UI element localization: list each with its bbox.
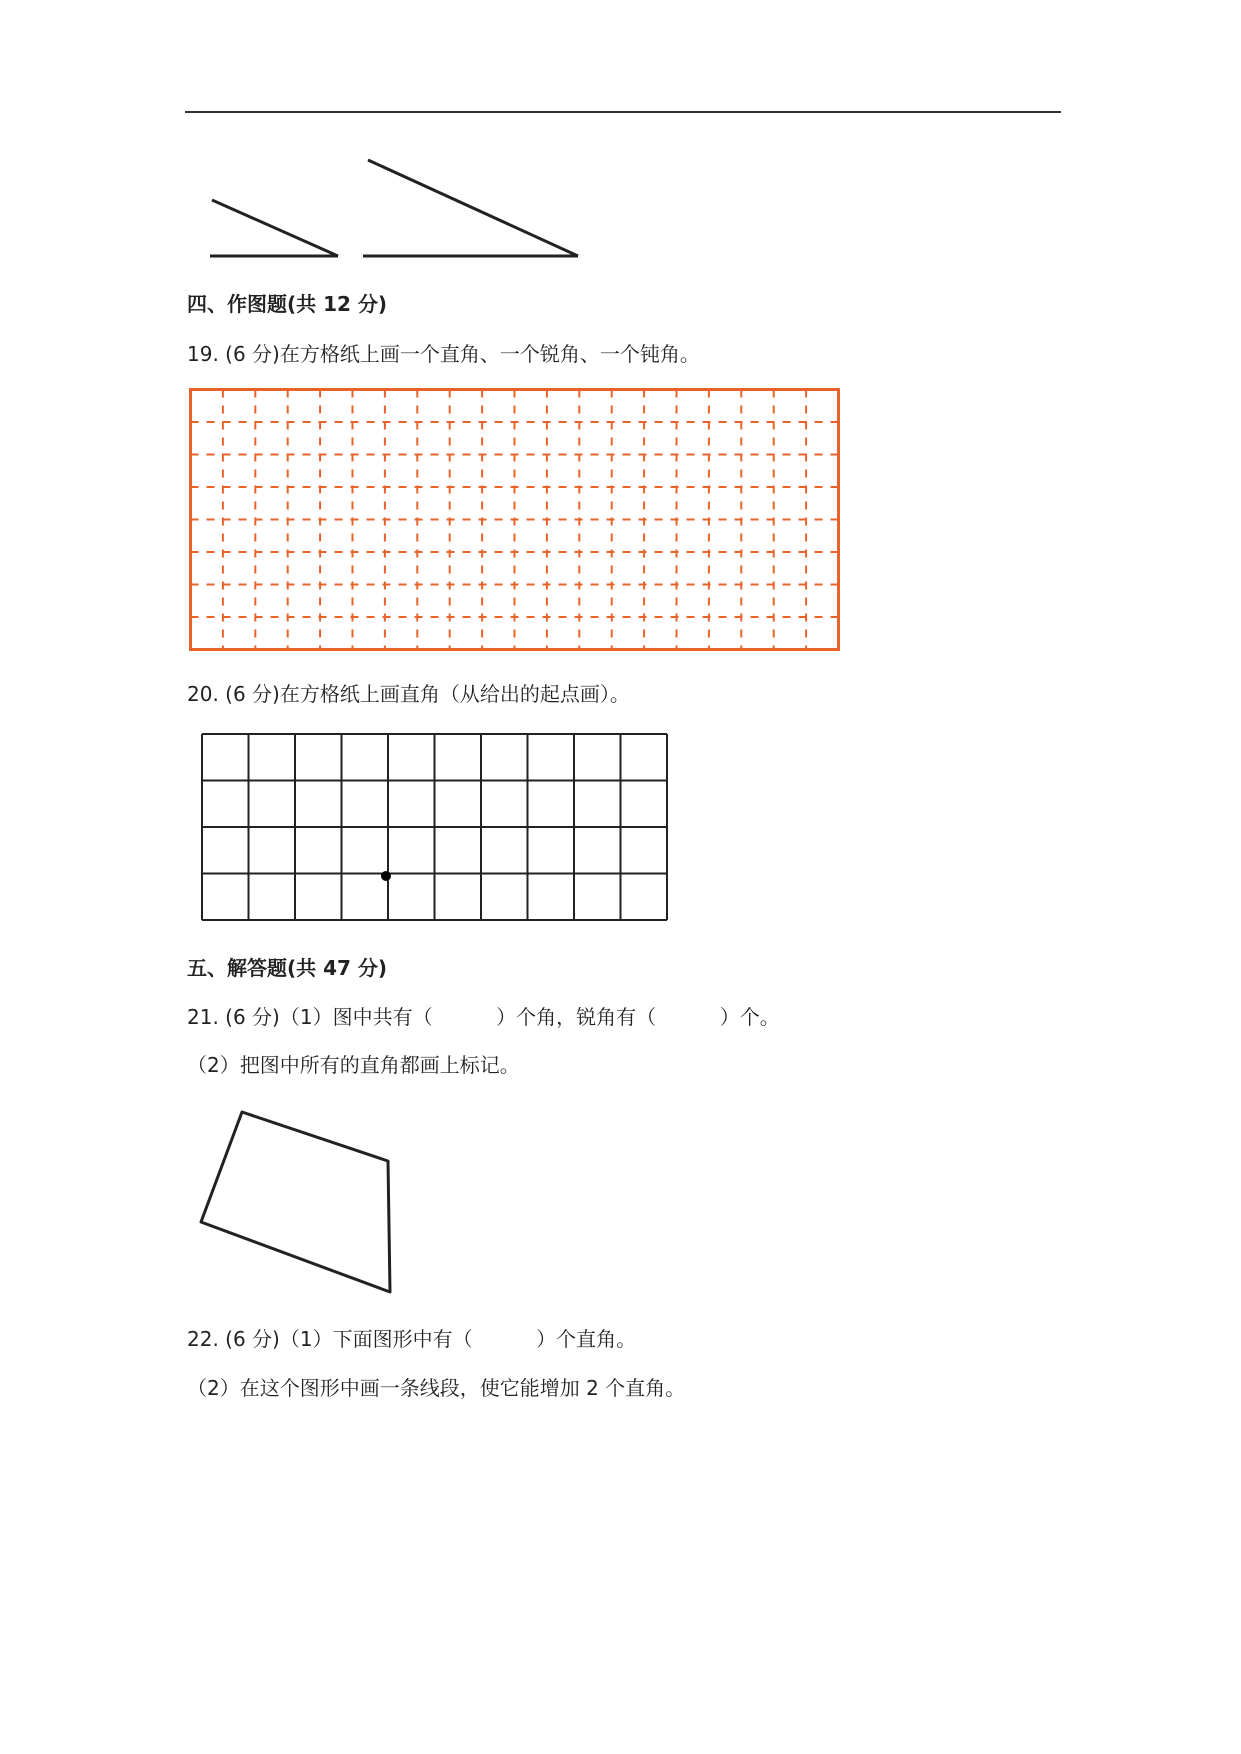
grid-lines — [202, 734, 667, 920]
start-point — [381, 871, 391, 881]
question-20: 20. (6 分)在方格纸上画直角（从给出的起点画）。 — [187, 682, 630, 706]
question-22-part1: 22. (6 分)（1）下面图形中有（ ）个直角。 — [187, 1327, 637, 1351]
question-19: 19. (6 分)在方格纸上画一个直角、一个锐角、一个钝角。 — [187, 342, 700, 366]
dotted-grid-paper[interactable] — [189, 388, 849, 654]
grid-dashed-lines — [191, 390, 839, 650]
quadrilateral-figure[interactable] — [190, 1100, 410, 1300]
header-rule — [185, 111, 1061, 113]
small-angle — [210, 200, 338, 256]
question-21-part1: 21. (6 分)（1）图中共有（ ）个角，锐角有（ ）个。 — [187, 1005, 780, 1029]
question-22-part2: （2）在这个图形中画一条线段，使它能增加 2 个直角。 — [187, 1376, 686, 1400]
section4-heading: 四、作图题(共 12 分) — [187, 292, 388, 316]
large-angle — [363, 160, 578, 256]
section5-heading: 五、解答题(共 47 分) — [187, 956, 388, 980]
quadrilateral-outline — [201, 1112, 390, 1292]
square-grid-paper[interactable] — [200, 733, 670, 928]
question-21-part2: （2）把图中所有的直角都画上标记。 — [187, 1053, 520, 1077]
angle-figures — [200, 150, 620, 270]
